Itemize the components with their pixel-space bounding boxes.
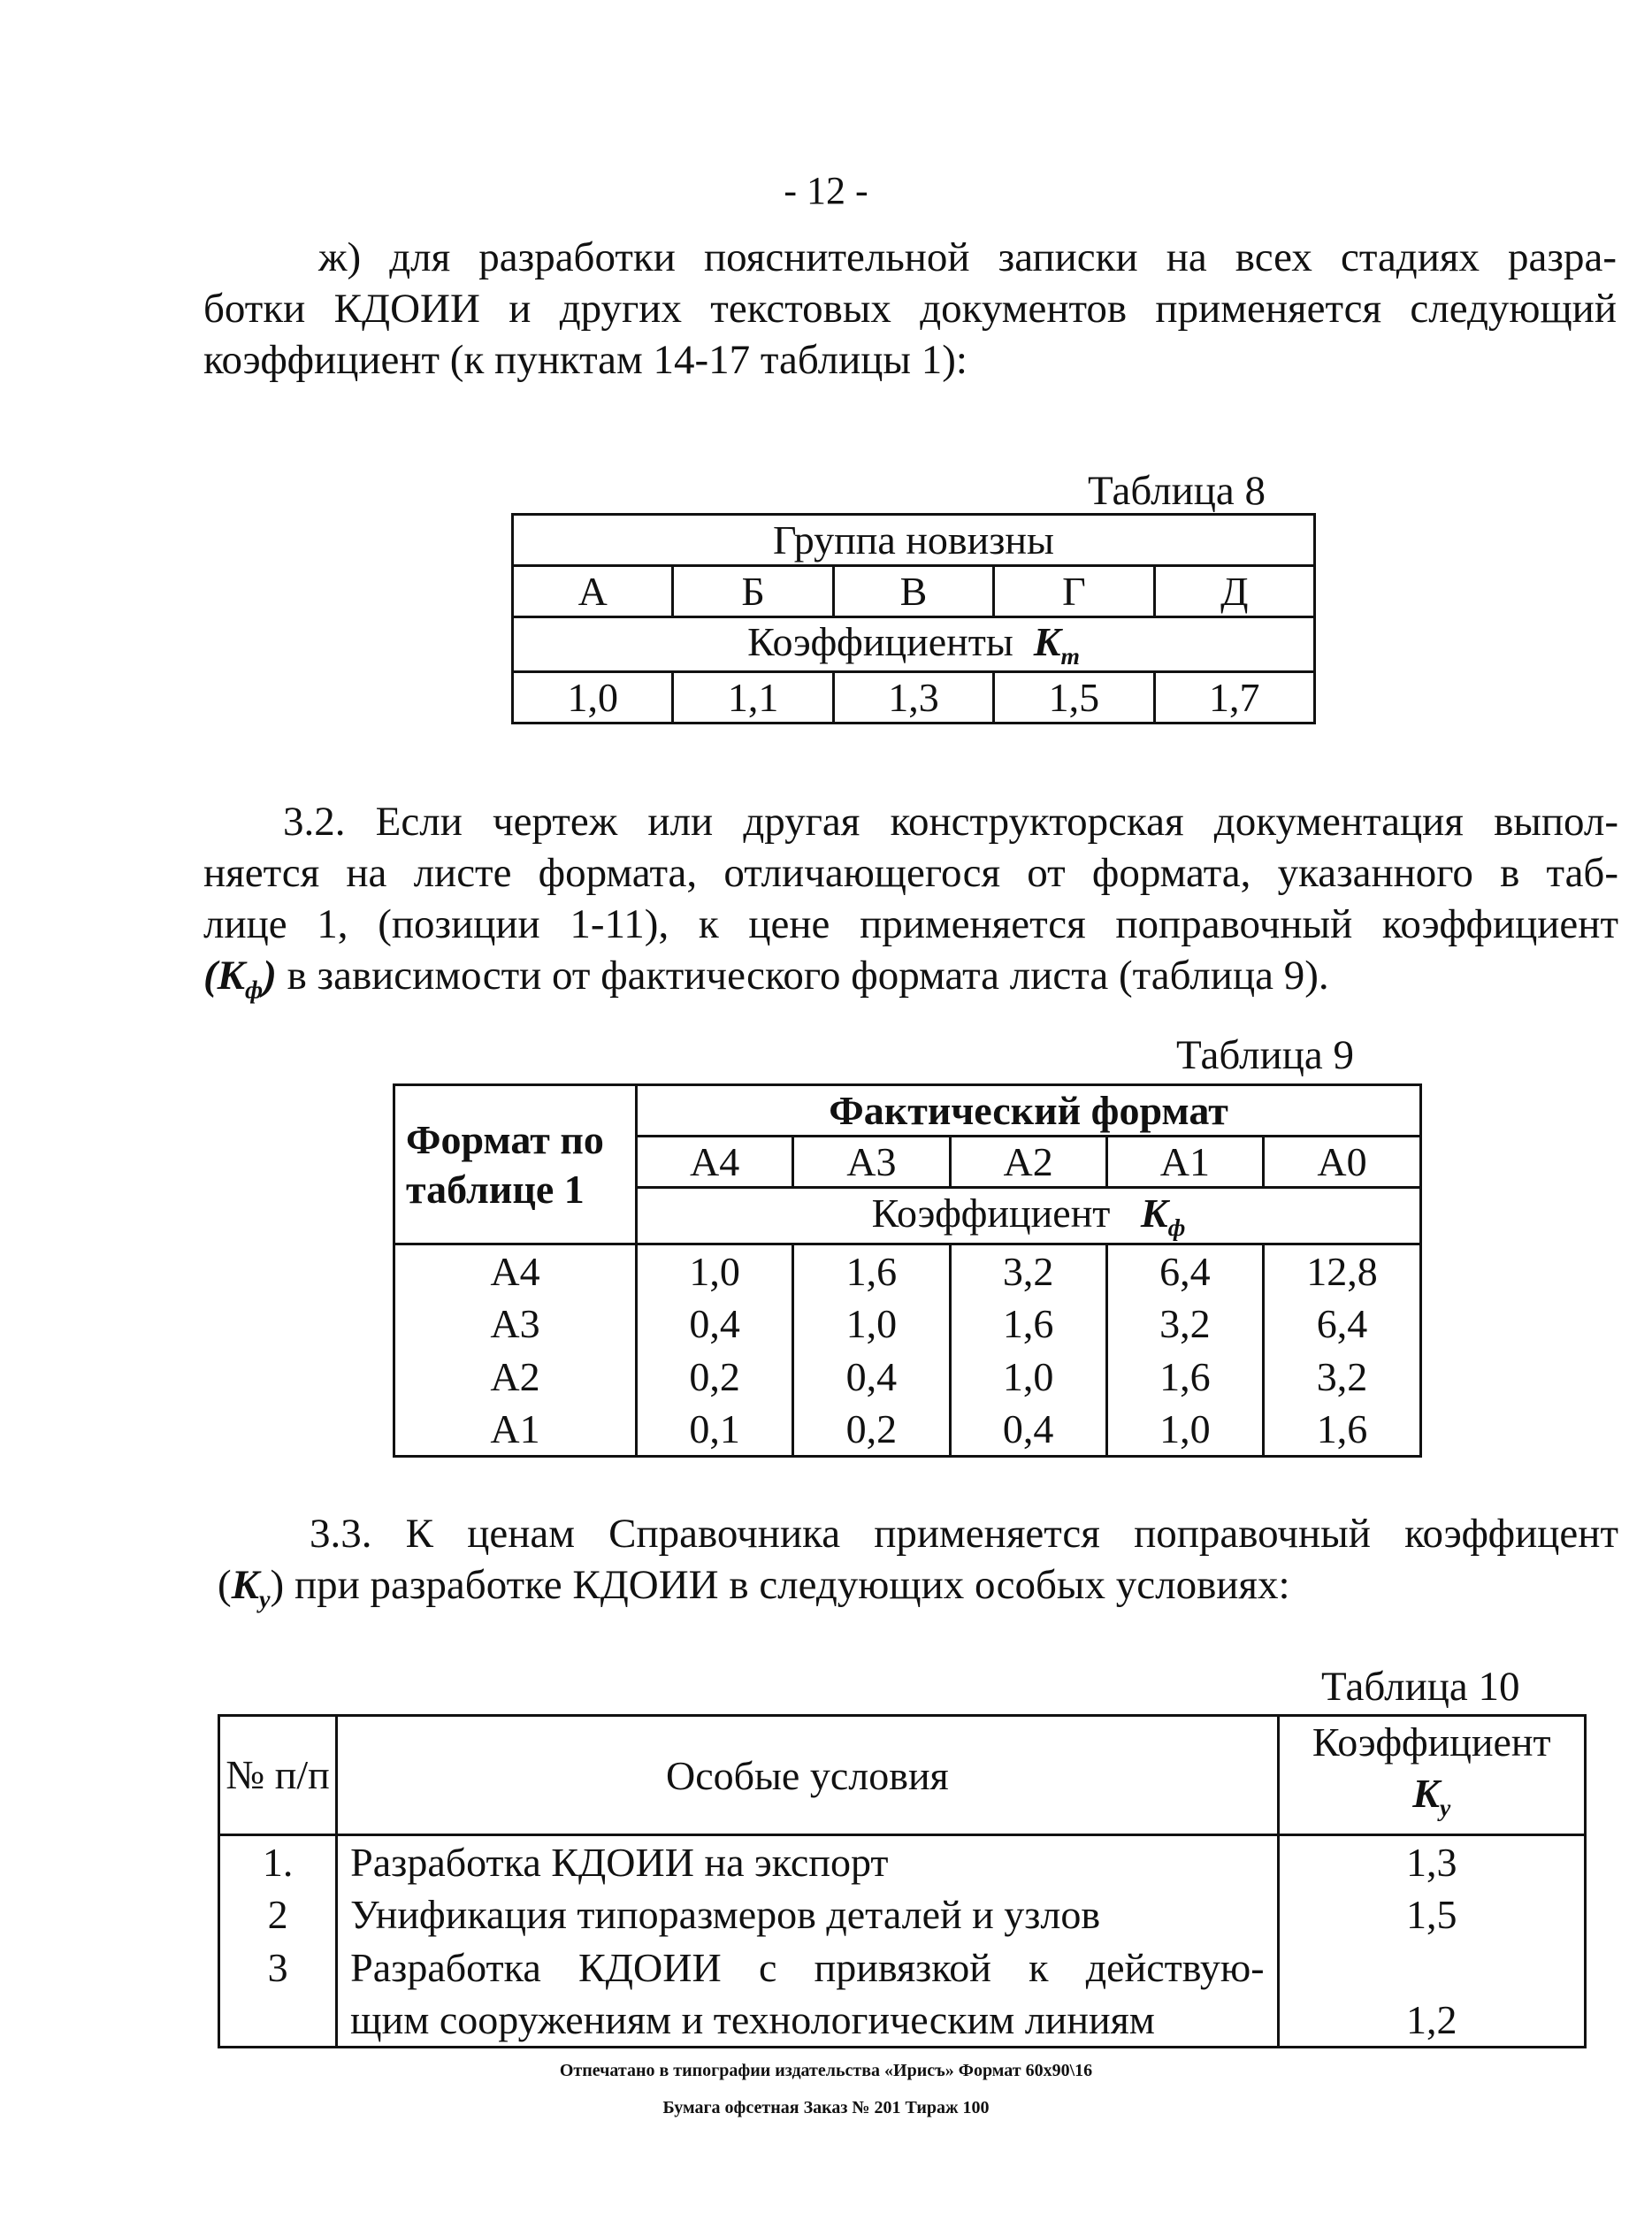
table9-row-label: А3 — [394, 1298, 637, 1351]
table10-row-num: 3 — [219, 1941, 337, 1994]
para-3-2-close: ) — [263, 953, 277, 999]
table9-format-cell: А4 — [637, 1137, 793, 1188]
table9-value-cell: 0,4 — [637, 1298, 793, 1351]
table10-header-coef-symbol — [1280, 1768, 1584, 1834]
table9-value-cell: 1,6 — [1263, 1404, 1420, 1457]
paragraph-line — [203, 950, 1618, 1016]
table9-value-cell: 1,6 — [950, 1298, 1106, 1351]
table9-value-cell: 1,6 — [1106, 1351, 1263, 1404]
table9-value-cell: 3,2 — [1106, 1298, 1263, 1351]
paragraph-line: 3.2. Если чертеж или другая конструкторская документация выпол- — [283, 799, 1618, 845]
table10-row-coef: 1,2 — [1278, 1994, 1585, 2048]
table9-format-cell: А0 — [1263, 1137, 1420, 1188]
table8-coef-header — [513, 617, 1315, 672]
footer-line-2: Бумага офсетная Заказ № 201 Тираж 100 — [662, 2098, 990, 2117]
table8-value-cell: 1,3 — [833, 672, 993, 724]
table9-col-header: Фактический формат — [637, 1085, 1421, 1137]
table10 — [218, 1714, 1587, 2048]
table10-row-cond: щим сооружениям и технологическим линиям — [337, 1994, 1278, 2048]
table8-value-cell: 1,1 — [673, 672, 833, 724]
table8-caption: Таблица 8 — [1088, 468, 1266, 514]
table8-value-cell: 1,7 — [1154, 672, 1314, 724]
para-3-3-sub: у — [259, 1586, 271, 1614]
para-3-2-symbol: (K — [203, 953, 245, 999]
table10-row-cond: Разработка КДОИИ на экспорт — [337, 1835, 1278, 1888]
paragraph-line: няется на листе формата, отличающегося от формата, указанного в таб- — [203, 850, 1618, 896]
table10-row-num: 2 — [219, 1888, 337, 1941]
para-3-2-sub: ф — [245, 976, 264, 1005]
table9-format-cell: А1 — [1106, 1137, 1263, 1188]
footer-line-1: Отпечатано в типографии издательства «Ирисъ» Формат 60х90\16 — [559, 2061, 1093, 2080]
paragraph-3-2 — [203, 796, 1618, 1016]
para-3-3-open: ( — [218, 1562, 232, 1608]
table9-value-cell: 0,4 — [950, 1404, 1106, 1457]
table9-value-cell: 1,6 — [793, 1244, 950, 1298]
table10-header-num: № п/п — [219, 1716, 337, 1835]
table10-header-coef-label: Коэффициент — [1312, 1719, 1551, 1765]
table8 — [511, 513, 1316, 724]
table9-value-cell: 6,4 — [1106, 1244, 1263, 1298]
table9-value-cell: 0,1 — [637, 1404, 793, 1457]
table8-coef-label: Коэффициенты — [747, 619, 1013, 664]
table9-row-label: А1 — [394, 1404, 637, 1457]
table9-value-cell: 1,0 — [637, 1244, 793, 1298]
table10-caption: Таблица 10 — [1321, 1664, 1520, 1710]
table8-group-cell: Г — [994, 566, 1154, 617]
table9-value-cell: 0,4 — [793, 1351, 950, 1404]
table9-coef-symbol: K — [1140, 1190, 1168, 1236]
paragraph-line-text: при разработке КДОИИ в следующих особых условиях: — [294, 1562, 1290, 1608]
table9-value-cell: 12,8 — [1263, 1244, 1420, 1298]
table10-row-num: 1. — [219, 1835, 337, 1888]
table8-coef-sub: m — [1060, 642, 1080, 670]
para-3-3-symbol: K — [231, 1562, 260, 1608]
paragraph-zh — [203, 232, 1617, 386]
table10-row-coef: 1,5 — [1278, 1888, 1585, 1941]
table10-row-cond: Унификация типоразмеров деталей и узлов — [337, 1888, 1278, 1941]
table9-caption: Таблица 9 — [1176, 1032, 1355, 1078]
table10-header-coef — [1278, 1716, 1585, 1835]
paragraph-line: лице 1, (позиции 1-11), к цене применяется поправочный коэффициент — [203, 901, 1618, 947]
table8-value-cell: 1,0 — [513, 672, 673, 724]
table10-row-coef-empty — [1278, 1941, 1585, 1994]
table9-coef-label: Коэффициент — [871, 1190, 1111, 1236]
table9-value-cell: 3,2 — [950, 1244, 1106, 1298]
table8-group-cell: В — [833, 566, 993, 617]
table9-coef-header — [637, 1188, 1421, 1244]
table9-value-cell: 1,0 — [793, 1298, 950, 1351]
paragraph-line: коэффициент (к пунктам 14-17 таблицы 1): — [203, 337, 967, 383]
table8-group-cell: Д — [1154, 566, 1314, 617]
table9-row-label: А2 — [394, 1351, 637, 1404]
table8-group-header: Группа новизны — [513, 515, 1315, 566]
table9-value-cell: 1,0 — [950, 1351, 1106, 1404]
table10-coef-sub: у — [1439, 1794, 1451, 1822]
paragraph-line-text: в зависимости от фактического формата листа (таблица 9). — [287, 953, 1329, 999]
table10-header-cond: Особые условия — [337, 1716, 1278, 1835]
table8-coef-symbol: K — [1033, 619, 1061, 664]
table10-coef-symbol: K — [1412, 1771, 1440, 1816]
table9-value-cell: 3,2 — [1263, 1351, 1420, 1404]
paragraph-line: ботки КДОИИ и других текстовых документов применяется следующий — [203, 286, 1617, 332]
para-3-3-close: ) — [270, 1562, 285, 1608]
table9 — [393, 1083, 1422, 1458]
paragraph-line — [218, 1559, 1618, 1626]
table9-value-cell: 6,4 — [1263, 1298, 1420, 1351]
paragraph-3-3 — [218, 1508, 1618, 1626]
table8-group-cell: А — [513, 566, 673, 617]
table9-format-cell: А2 — [950, 1137, 1106, 1188]
table8-group-cell: Б — [673, 566, 833, 617]
table10-row-coef: 1,3 — [1278, 1835, 1585, 1888]
table9-row-header: Формат по таблице 1 — [394, 1085, 637, 1244]
table9-value-cell: 1,0 — [1106, 1404, 1263, 1457]
table10-row-cond: Разработка КДОИИ с привязкой к действую- — [337, 1941, 1278, 1994]
paragraph-line: 3.3. К ценам Справочника применяется поправочный коэффицент — [310, 1511, 1618, 1557]
table9-value-cell: 0,2 — [637, 1351, 793, 1404]
page-number: - 12 - — [784, 169, 868, 212]
table10-row-num-empty — [219, 1994, 337, 2048]
table9-row-label: А4 — [394, 1244, 637, 1298]
table8-value-cell: 1,5 — [994, 672, 1154, 724]
table9-value-cell: 0,2 — [793, 1404, 950, 1457]
table9-format-cell: А3 — [793, 1137, 950, 1188]
paragraph-line: ж) для разработки пояснительной записки на всех стадиях разра- — [318, 234, 1617, 280]
table9-coef-sub: ф — [1167, 1214, 1186, 1242]
